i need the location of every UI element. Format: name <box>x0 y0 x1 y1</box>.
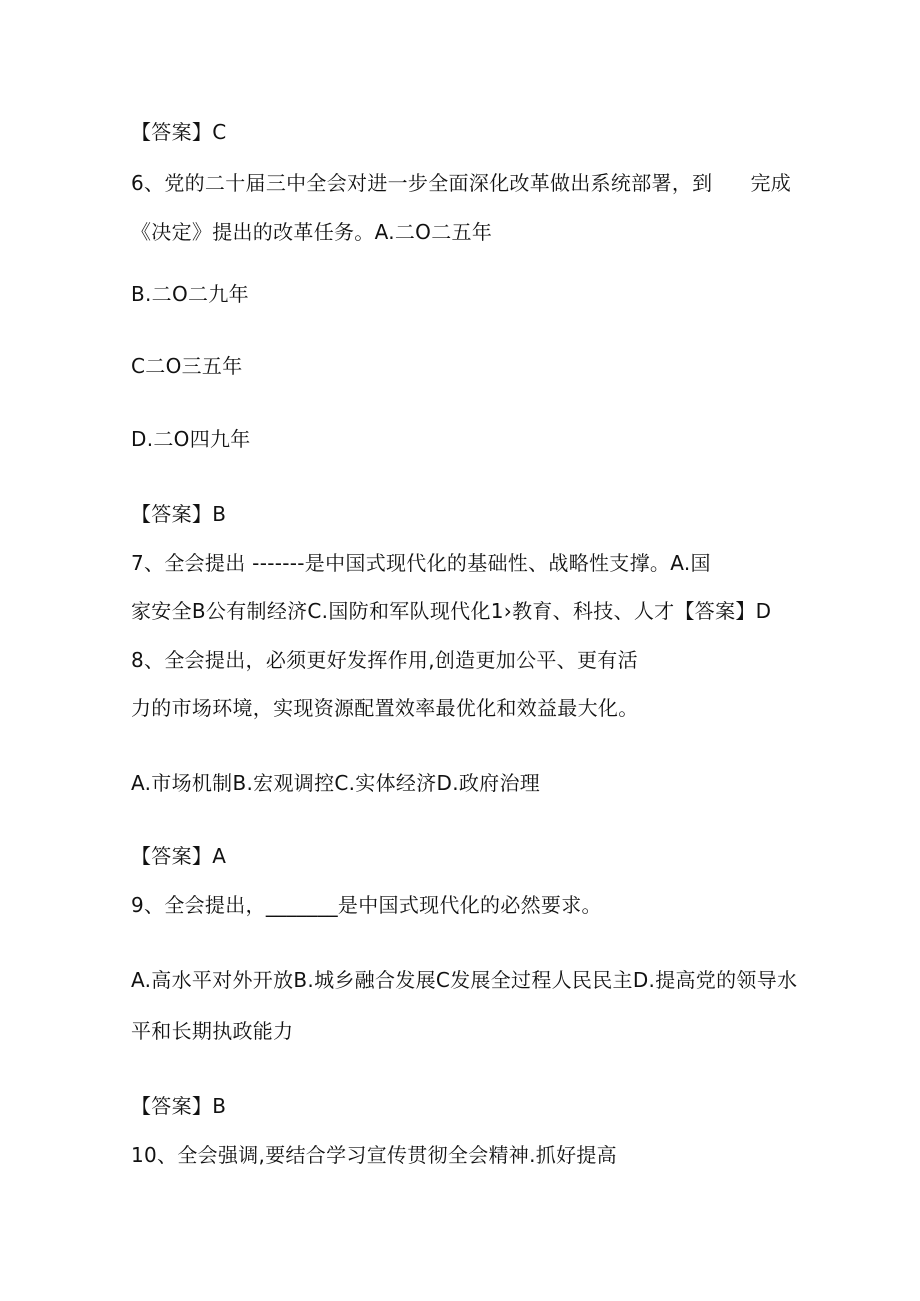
answer-line-5 <box>131 118 226 146</box>
question-8-line-2 <box>131 694 639 722</box>
answer-text: 【答案】C <box>131 120 227 144</box>
question-7-line-1 <box>131 549 711 577</box>
question-text: 《决定》提出的改革任务。A.二O二五年 <box>131 220 493 244</box>
option-text: D.二O四九年 <box>131 427 251 451</box>
question-9-options-line-2 <box>131 1017 293 1045</box>
answer-line-6 <box>131 500 226 528</box>
question-text-tail: 完成 <box>750 171 792 195</box>
question-10-line-1 <box>131 1141 617 1169</box>
answer-text: 【答案】B <box>131 502 227 526</box>
question-text: 7、全会提出 -------是中国式现代化的基础性、战略性支撑。A.国 <box>131 551 711 575</box>
question-6-line-2 <box>131 218 492 246</box>
answer-text: 【答案】B <box>131 1094 227 1118</box>
option-text: 平和长期执政能力 <box>131 1019 294 1043</box>
question-text: 10、全会强调,要结合学习宣传贯彻全会精神.抓好提高 <box>131 1143 617 1167</box>
question-8-line-1 <box>131 646 638 674</box>
option-text: C二O三五年 <box>131 354 243 378</box>
question-8-options <box>131 769 540 797</box>
option-d-line <box>131 425 251 453</box>
question-text: 8、全会提出，必须更好发挥作用,创造更加公平、更有活 <box>131 648 638 672</box>
option-text: A.高水平对外开放B.城乡融合发展C发展全过程人民民主D.提高党的领导水 <box>131 968 798 992</box>
answer-line-8 <box>131 842 226 870</box>
answer-text: 【答案】A <box>131 844 227 868</box>
option-b-line <box>131 280 249 308</box>
question-text: 9、全会提出，_______是中国式现代化的必然要求。 <box>131 893 602 917</box>
question-9-options-line-1 <box>131 966 797 994</box>
question-6-line-1 <box>131 169 791 197</box>
question-text: 家安全B公有制经济C.国防和军队现代化1›教育、科技、人才【答案】D <box>131 599 772 623</box>
question-text: 力的市场环境，实现资源配置效率最优化和效益最大化。 <box>131 696 639 720</box>
question-text: 6、党的二十届三中全会对进一步全面深化改革做出系统部署，到 <box>131 171 713 195</box>
question-9-line-1 <box>131 891 602 919</box>
option-text: B.二O二九年 <box>131 282 249 306</box>
option-c-line <box>131 352 243 380</box>
answer-line-9 <box>131 1092 226 1120</box>
option-text: A.市场机制B.宏观调控C.实体经济D.政府治理 <box>131 771 541 795</box>
question-7-line-2 <box>131 597 771 625</box>
